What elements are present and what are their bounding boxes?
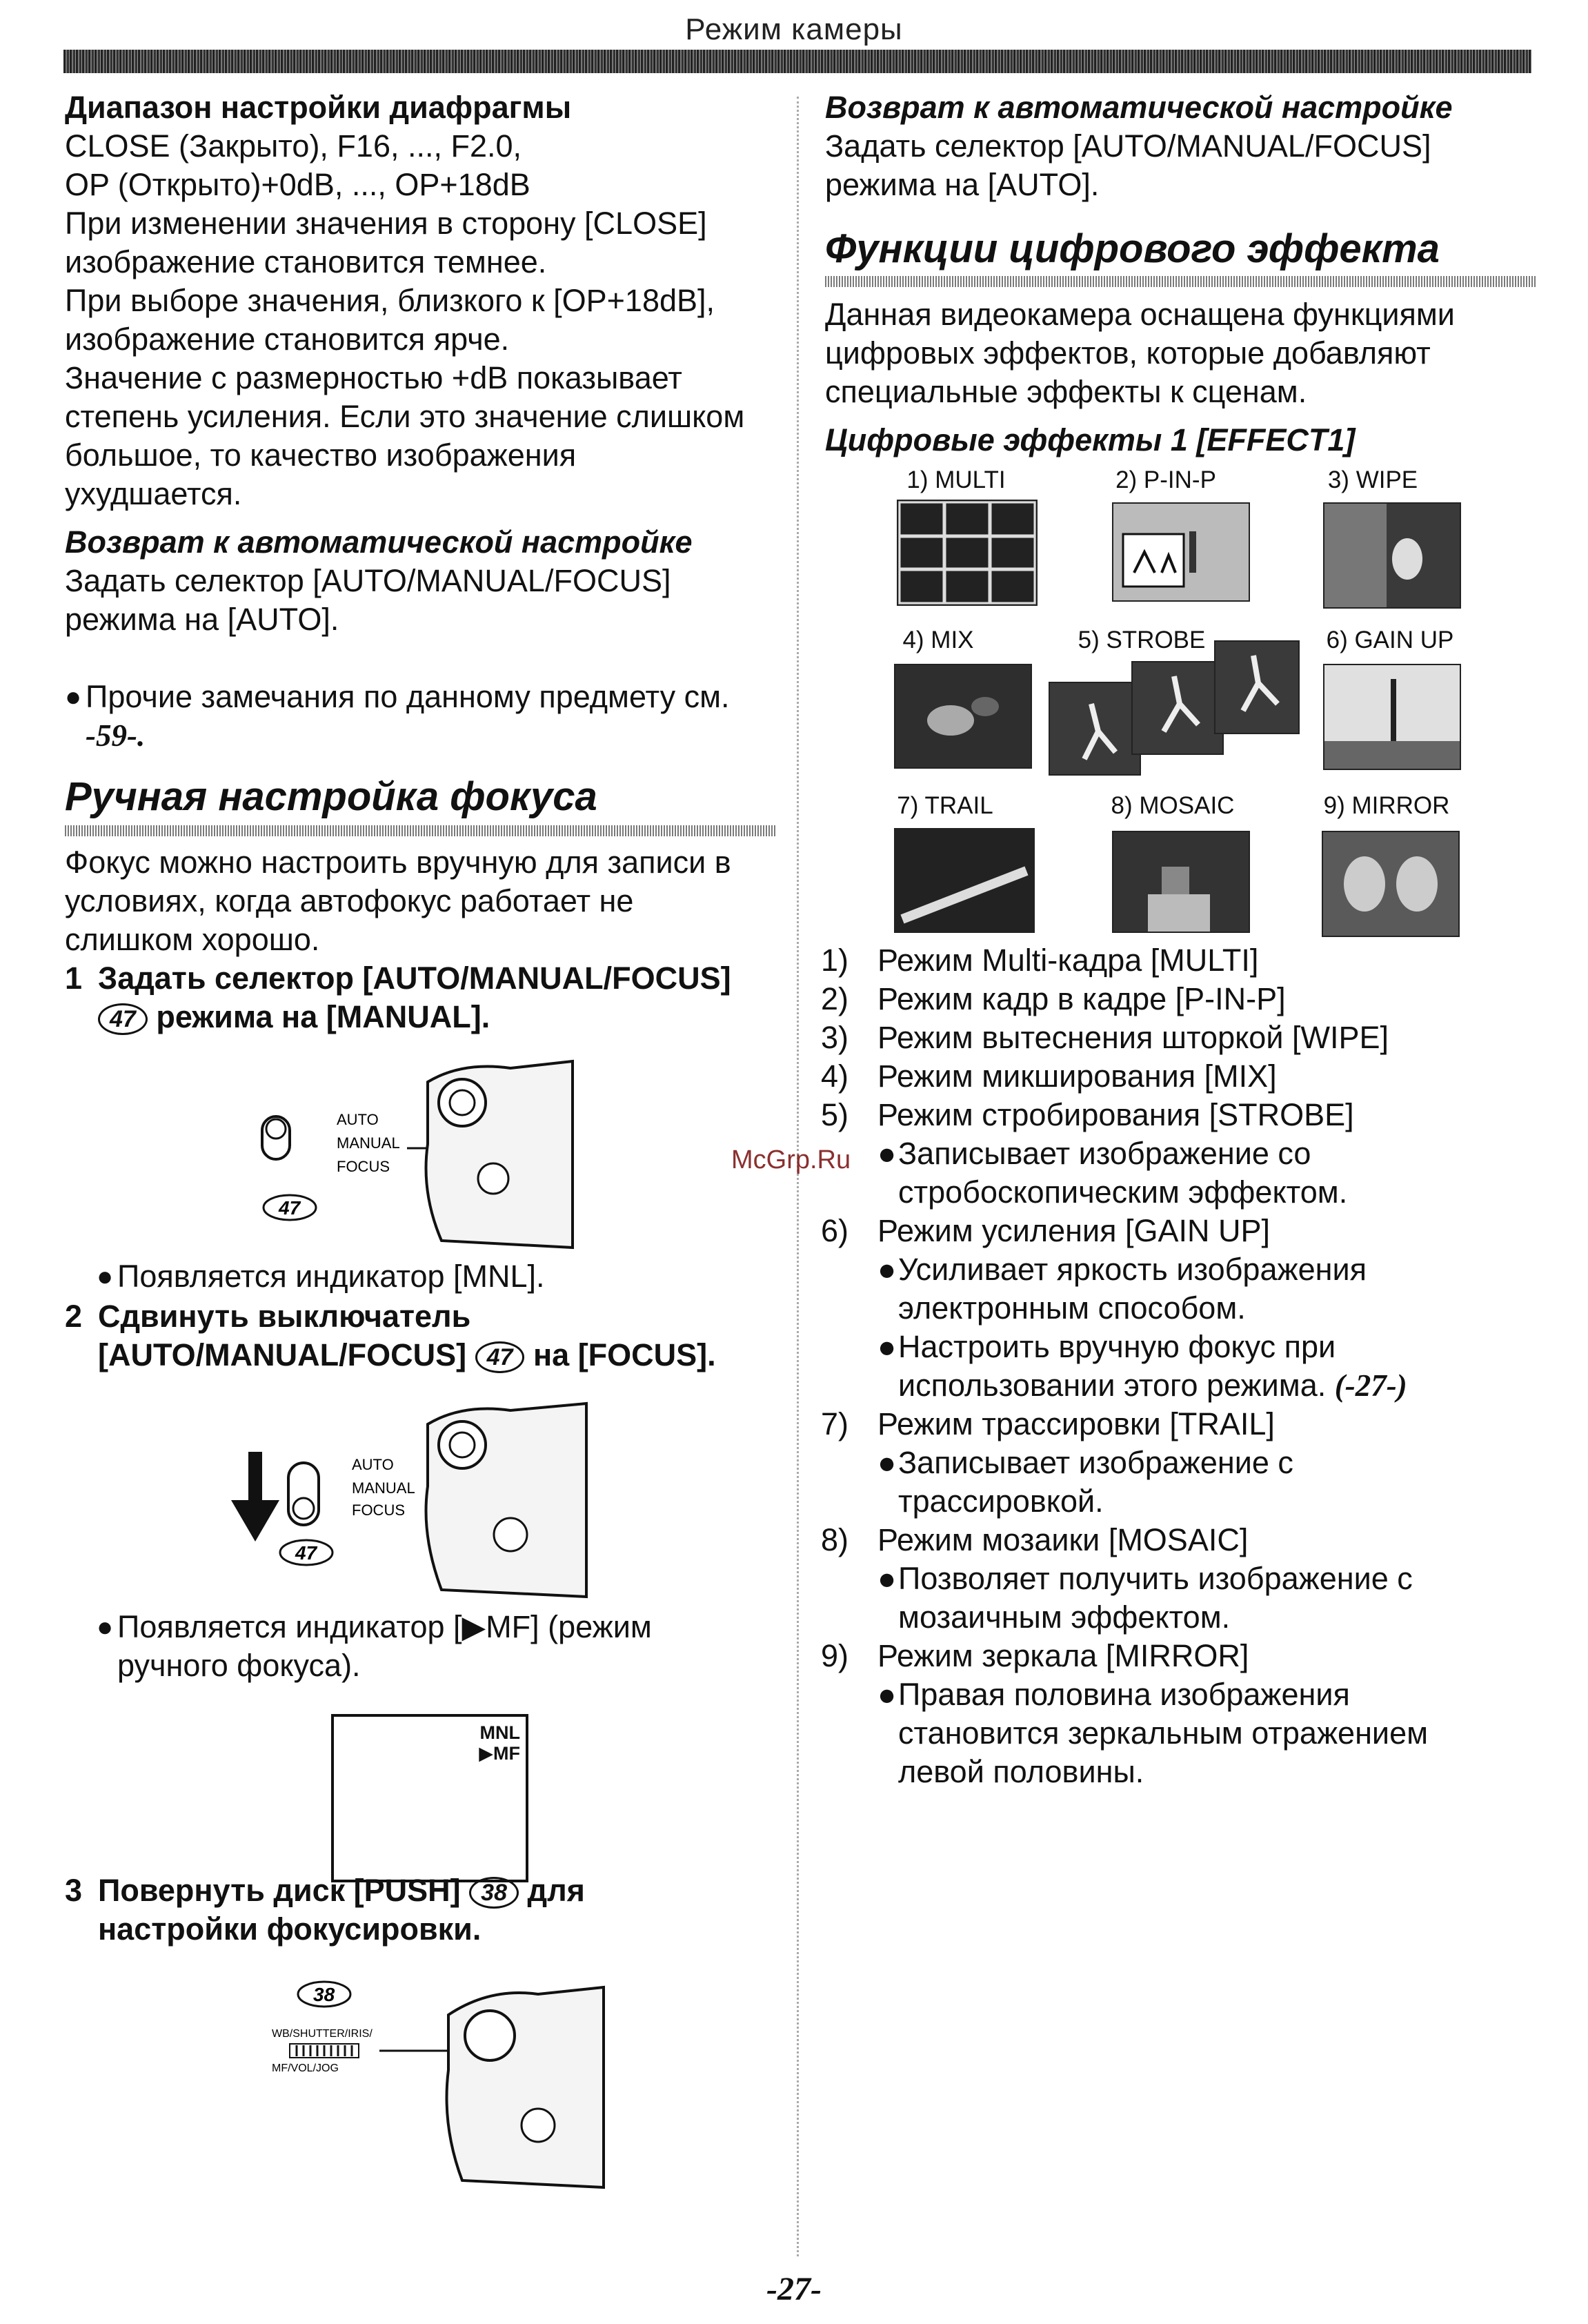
- effect-thumb-strobe-1: [1049, 682, 1141, 776]
- note-text: Прочие замечания по данному предмету см.: [86, 679, 730, 714]
- figure-shape: [1189, 531, 1196, 573]
- list-text: Режим зеркала [MIRROR]: [877, 1638, 1249, 1673]
- list-number: 3): [821, 1020, 849, 1055]
- return-auto-line: Задать селектор [AUTO/MANUAL/FOCUS]: [65, 563, 671, 598]
- camera-dial-diagram: [262, 1973, 607, 2194]
- camera-lens-inner-icon: [450, 1432, 475, 1457]
- bullet: ●: [877, 1561, 897, 1596]
- note-text: мозаичным эффектом.: [898, 1599, 1231, 1635]
- aperture-line: изображение становится ярче.: [65, 322, 510, 357]
- step-text: настройки фокусировки.: [98, 1911, 482, 1947]
- aperture-line: OP (Открыто)+0dB, ..., OP+18dB: [65, 167, 530, 202]
- arrow-down-icon: [231, 1452, 279, 1542]
- effect-label: 2) P-IN-P: [1115, 466, 1216, 493]
- list-number: 9): [821, 1638, 849, 1673]
- intro-line: цифровых эффектов, которые добавляют: [825, 335, 1431, 371]
- list-item: [821, 941, 1545, 980]
- left-column: [65, 88, 782, 755]
- effect-label: 5) STROBE: [1078, 627, 1206, 653]
- page-number: -27-: [766, 2271, 822, 2307]
- switch-label-manual: MANUAL: [337, 1134, 400, 1152]
- wipe-image: [1324, 504, 1460, 607]
- note-text: левой половины.: [898, 1754, 1144, 1789]
- list-text: Режим мозаики [MOSAIC]: [877, 1522, 1249, 1557]
- step-text: для: [527, 1873, 585, 1908]
- switch-knob: [293, 1498, 314, 1519]
- list-item: [821, 1637, 1545, 1675]
- note-text: использовании этого режима.: [898, 1368, 1327, 1403]
- page-ref-link[interactable]: (-27-): [1334, 1368, 1407, 1403]
- ref-badge-number: 38: [313, 1984, 335, 2005]
- ref-badge-number: 47: [279, 1197, 301, 1219]
- bullet: ●: [877, 1136, 897, 1171]
- list-note: [821, 1675, 1545, 1791]
- bullet: ●: [877, 1329, 897, 1364]
- effect-label: 1) MULTI: [906, 466, 1006, 493]
- mirror-right: [1396, 856, 1438, 912]
- mix-image: [895, 665, 1031, 767]
- aperture-line: степень усиления. Если это значение слишком: [65, 399, 745, 434]
- effect-thumb-mosaic: [1112, 831, 1250, 933]
- effect-thumb-mirror: [1322, 831, 1460, 937]
- step-3-block: [65, 1871, 796, 1949]
- note-text: становится зеркальным отражением: [898, 1715, 1429, 1751]
- return-auto-line: режима на [AUTO].: [65, 602, 339, 637]
- aperture-line: изображение становится темнее.: [65, 244, 547, 279]
- list-item: [821, 980, 1545, 1018]
- step-3: [65, 1871, 796, 1949]
- section-underline: [825, 276, 1536, 287]
- intro-line: Фокус можно настроить вручную для записи в: [65, 845, 731, 880]
- list-number: 5): [821, 1097, 849, 1132]
- list-note: [821, 1328, 1545, 1405]
- note-text: Настроить вручную фокус при: [898, 1329, 1336, 1364]
- list-text: Режим усиления [GAIN UP]: [877, 1213, 1271, 1248]
- list-item: [821, 1405, 1545, 1444]
- list-note: [821, 1444, 1545, 1521]
- thumb-bg: [1323, 832, 1458, 936]
- gainup-image: [1324, 665, 1460, 769]
- aperture-line: При изменении значения в сторону [CLOSE]: [65, 206, 707, 241]
- step-text: режима на [MANUAL].: [156, 999, 490, 1034]
- aperture-line: При выборе значения, близкого к [OP+18dB],: [65, 283, 715, 318]
- bullet: ●: [877, 1677, 897, 1712]
- camera-dial-icon: [478, 1163, 508, 1194]
- return-auto-line: Задать селектор [AUTO/MANUAL/FOCUS]: [825, 128, 1431, 164]
- mosaic-image: [1113, 832, 1249, 932]
- switch-label-auto: AUTO: [337, 1111, 379, 1128]
- bullet: ●: [97, 1261, 114, 1292]
- manual-focus-title: Ручная настройка фокуса: [65, 774, 597, 819]
- strobe-frame: [1050, 683, 1140, 774]
- wipe-panel: [1324, 504, 1387, 607]
- intro-line: специальные эффекты к сценам.: [825, 374, 1307, 409]
- effect-thumb-pinp: [1112, 502, 1250, 602]
- ground-shape: [1324, 741, 1460, 769]
- intro-line: условиях, когда автофокус работает не: [65, 883, 634, 918]
- multi-frames: [900, 502, 1035, 603]
- camera-lens-icon: [465, 2011, 515, 2060]
- ref-badge: 47: [475, 1341, 525, 1373]
- list-text: Режим микширования [MIX]: [877, 1058, 1277, 1094]
- note-text: стробоскопическим эффектом.: [898, 1174, 1348, 1210]
- intro-line: слишком хорошо.: [65, 922, 320, 957]
- note-item: [65, 678, 782, 716]
- list-item: [821, 1096, 1545, 1134]
- step-2-block: [65, 1297, 796, 1375]
- effect-label: 9) MIRROR: [1323, 792, 1450, 819]
- return-auto-heading: Возврат к автоматической настройке: [825, 90, 1453, 125]
- watermark-text: McGrp.Ru: [731, 1145, 851, 1174]
- list-item: [821, 1521, 1545, 1559]
- header-band: [63, 50, 1531, 73]
- bullet: ●: [877, 1252, 897, 1287]
- list-number: 7): [821, 1406, 849, 1441]
- effect-thumb-strobe-2: [1131, 661, 1224, 755]
- aperture-line: Значение с размерностью +dB показывает: [65, 360, 682, 395]
- return-auto-heading: Возврат к автоматической настройке: [65, 524, 693, 560]
- list-number: 6): [821, 1213, 849, 1248]
- effects-heading: Цифровые эффекты 1 [EFFECT1]: [825, 422, 1356, 457]
- camera-dial-icon: [494, 1518, 527, 1551]
- camera-dial-icon: [522, 2109, 555, 2142]
- list-text: Режим Multi-кадра [MULTI]: [877, 943, 1259, 978]
- intro-line: Данная видеокамера оснащена функциями: [825, 297, 1455, 332]
- bullet: ●: [65, 682, 82, 712]
- strobe-frame: [1215, 642, 1298, 733]
- result-text: ручного фокуса).: [117, 1648, 361, 1683]
- strobe-frame: [1133, 662, 1222, 754]
- list-number: 2): [821, 981, 849, 1016]
- effect-thumb-mix: [894, 664, 1032, 769]
- right-column-top: [825, 88, 1542, 204]
- multi-grid-image: [898, 501, 1036, 604]
- result-text: Появляется индикатор [▶MF] (режим: [117, 1609, 652, 1644]
- step-1: [65, 959, 782, 1036]
- note-text: Позволяет получить изображение с: [898, 1561, 1413, 1596]
- mosaic-block: [1148, 894, 1210, 932]
- subject-shape: [971, 697, 999, 716]
- result-item: [97, 1257, 786, 1296]
- pinp-image: [1113, 504, 1249, 600]
- step2-result: [97, 1608, 786, 1685]
- subject-shape: [1392, 538, 1422, 580]
- switch-label-focus: FOCUS: [352, 1501, 405, 1519]
- note-text: трассировкой.: [898, 1484, 1104, 1519]
- digital-effects-title: Функции цифрового эффекта: [825, 226, 1440, 271]
- camera-body-icon: [447, 1987, 604, 2187]
- mirror-left: [1344, 856, 1385, 912]
- note-text: Правая половина изображения: [898, 1677, 1350, 1712]
- effect-thumb-trail: [894, 828, 1035, 933]
- page-header-title: Режим камеры: [685, 12, 903, 46]
- step-number: 1: [65, 961, 83, 996]
- switch-label-manual: MANUAL: [352, 1479, 415, 1497]
- list-text: Режим вытеснения шторкой [WIPE]: [877, 1020, 1389, 1055]
- effect-thumb-multi: [897, 500, 1038, 606]
- effect-thumb-strobe-3: [1214, 640, 1300, 734]
- note-text: электронным способом.: [898, 1290, 1246, 1326]
- page-ref-link[interactable]: -59-.: [86, 718, 146, 753]
- switch-knob: [266, 1119, 286, 1139]
- camera-switch-diagram-2: [221, 1397, 593, 1604]
- step-text: на [FOCUS].: [533, 1337, 716, 1372]
- column-divider: [797, 97, 799, 2256]
- camera-lens-inner-icon: [450, 1090, 475, 1115]
- effect-mode-list: [821, 941, 1545, 1791]
- note-text: Записывает изображение с: [898, 1445, 1293, 1480]
- bullet: ●: [877, 1445, 897, 1480]
- list-note: [821, 1559, 1545, 1637]
- pole-shape: [1391, 679, 1396, 741]
- step-number: 3: [65, 1873, 83, 1908]
- subject-shape: [927, 705, 974, 736]
- camera-switch-diagram-1: [255, 1054, 579, 1254]
- trail-image: [895, 829, 1033, 932]
- list-item: [821, 1018, 1545, 1057]
- note-text: Записывает изображение со: [898, 1136, 1311, 1171]
- list-text: Режим стробирования [STROBE]: [877, 1097, 1354, 1132]
- ref-badge: 47: [98, 1003, 148, 1035]
- list-text: Режим кадр в кадре [P-IN-P]: [877, 981, 1286, 1016]
- ref-badge-number: 47: [295, 1542, 317, 1564]
- effect-label: 6) GAIN UP: [1326, 627, 1454, 653]
- switch-label-auto: AUTO: [352, 1456, 394, 1473]
- effect-thumb-wipe: [1323, 502, 1461, 609]
- effect-label: 4) MIX: [902, 627, 974, 653]
- switch-label-focus: FOCUS: [337, 1158, 390, 1175]
- mosaic-block: [1162, 867, 1189, 894]
- mf-indicator: ▶MF: [479, 1743, 520, 1764]
- dial-label-bottom: MF/VOL/JOG: [272, 2062, 339, 2074]
- inset-frame: [1123, 534, 1184, 587]
- aperture-line: ухудшается.: [65, 476, 242, 511]
- return-auto-line: режима на [AUTO].: [825, 167, 1100, 202]
- section-underline: [65, 825, 775, 836]
- step-text: Задать селектор [AUTO/MANUAL/FOCUS]: [98, 961, 731, 996]
- effect-thumb-gainup: [1323, 664, 1461, 770]
- step-text: Повернуть диск [PUSH]: [98, 1873, 461, 1908]
- ref-badge: 38: [469, 1877, 519, 1909]
- list-number: 8): [821, 1522, 849, 1557]
- dial-label-top: WB/SHUTTER/IRIS/: [272, 2028, 373, 2040]
- step1-result: [97, 1257, 786, 1296]
- list-number: 4): [821, 1058, 849, 1094]
- effect-label: 3) WIPE: [1327, 466, 1418, 493]
- list-item: [821, 1212, 1545, 1250]
- viewfinder-screen: [331, 1714, 528, 1882]
- mnl-indicator: MNL: [479, 1722, 520, 1743]
- manual-focus-body: [65, 843, 782, 1036]
- step-text: [AUTO/MANUAL/FOCUS]: [98, 1337, 467, 1372]
- result-text: Появляется индикатор [MNL].: [117, 1259, 545, 1294]
- aperture-line: большое, то качество изображения: [65, 437, 577, 473]
- list-note: [821, 1134, 1545, 1212]
- aperture-heading: Диапазон настройки диафрагмы: [65, 90, 572, 125]
- step-text: Сдвинуть выключатель: [98, 1299, 471, 1334]
- step-2: [65, 1297, 796, 1375]
- note-text: Усиливает яркость изображения: [898, 1252, 1367, 1287]
- effect-label: 8) MOSAIC: [1111, 792, 1235, 819]
- list-text: Режим трассировки [TRAIL]: [877, 1406, 1275, 1441]
- step-number: 2: [65, 1299, 83, 1334]
- list-item: [821, 1057, 1545, 1096]
- bullet: ●: [97, 1612, 114, 1642]
- list-note: [821, 1250, 1545, 1328]
- effect-label: 7) TRAIL: [897, 792, 993, 819]
- aperture-line: CLOSE (Закрыто), F16, ..., F2.0,: [65, 128, 522, 164]
- list-number: 1): [821, 943, 849, 978]
- digital-intro: [825, 295, 1542, 460]
- mirror-image: [1323, 832, 1458, 936]
- result-item: [97, 1608, 786, 1685]
